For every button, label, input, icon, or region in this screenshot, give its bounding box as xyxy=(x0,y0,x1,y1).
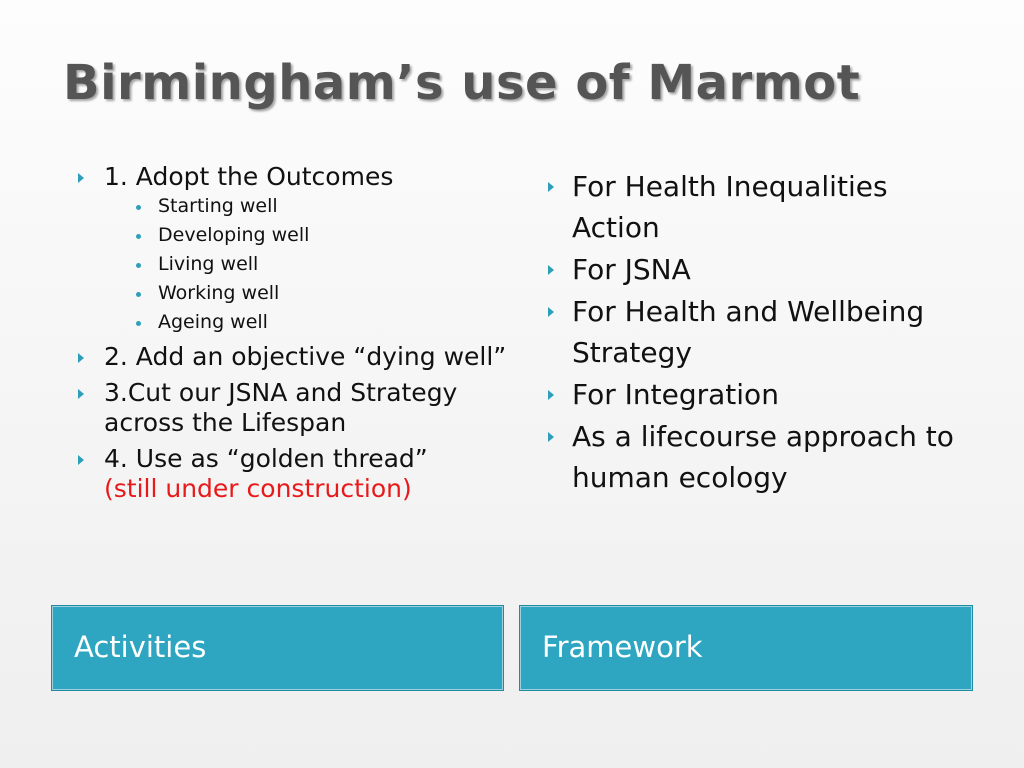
outcome-text: Living well xyxy=(158,253,259,275)
framework-label: Framework xyxy=(542,630,703,664)
framework-item xyxy=(548,291,978,373)
outcome-text: Developing well xyxy=(158,224,310,246)
outcome-item xyxy=(132,308,508,337)
activities-label-box xyxy=(51,605,504,691)
activity-item-2 xyxy=(78,342,508,372)
outcome-text: Working well xyxy=(158,282,280,304)
framework-item xyxy=(548,416,978,498)
arrow-bullet-icon xyxy=(78,389,84,399)
arrow-bullet-icon xyxy=(548,265,554,275)
outcome-item xyxy=(132,250,508,279)
activity-item-4 xyxy=(78,444,508,504)
activity-item-text: 2. Add an objective “dying well” xyxy=(104,342,507,371)
dot-bullet-icon xyxy=(136,263,141,268)
activity-item-text: 3.Cut our JSNA and Strategy across the Lifespan xyxy=(104,378,458,437)
framework-item-text: For Health Inequalities Action xyxy=(572,170,888,244)
activity-item-text: 1. Adopt the Outcomes xyxy=(104,162,394,191)
outcome-text: Ageing well xyxy=(158,311,268,333)
framework-item xyxy=(548,166,978,248)
outcome-item xyxy=(132,279,508,308)
arrow-bullet-icon xyxy=(78,455,84,465)
outcome-item xyxy=(132,192,508,221)
framework-item xyxy=(548,374,978,415)
activity-item-3 xyxy=(78,378,508,438)
arrow-bullet-icon xyxy=(548,390,554,400)
activities-label: Activities xyxy=(74,630,207,664)
dot-bullet-icon xyxy=(136,321,141,326)
construction-note: (still under construction) xyxy=(104,474,412,503)
arrow-bullet-icon xyxy=(548,182,554,192)
framework-item-text: For Integration xyxy=(572,378,779,411)
dot-bullet-icon xyxy=(136,234,141,239)
outcome-item xyxy=(132,221,508,250)
arrow-bullet-icon xyxy=(78,173,84,183)
activity-item-1 xyxy=(78,162,508,192)
arrow-bullet-icon xyxy=(548,307,554,317)
framework-item-text: As a lifecourse approach to human ecology xyxy=(572,420,954,494)
framework-item-text: For Health and Wellbeing Strategy xyxy=(572,295,925,369)
activities-list xyxy=(78,162,508,510)
arrow-bullet-icon xyxy=(78,353,84,363)
activity-item-text: 4. Use as “golden thread” xyxy=(104,444,428,473)
arrow-bullet-icon xyxy=(548,432,554,442)
framework-label-box xyxy=(519,605,973,691)
slide-title: Birmingham’s use of Marmot xyxy=(63,55,861,111)
framework-item xyxy=(548,249,978,290)
outcome-text: Starting well xyxy=(158,195,278,217)
dot-bullet-icon xyxy=(136,205,141,210)
framework-item-text: For JSNA xyxy=(572,253,691,286)
dot-bullet-icon xyxy=(136,292,141,297)
outcomes-sublist xyxy=(78,192,508,337)
framework-list xyxy=(548,166,978,499)
